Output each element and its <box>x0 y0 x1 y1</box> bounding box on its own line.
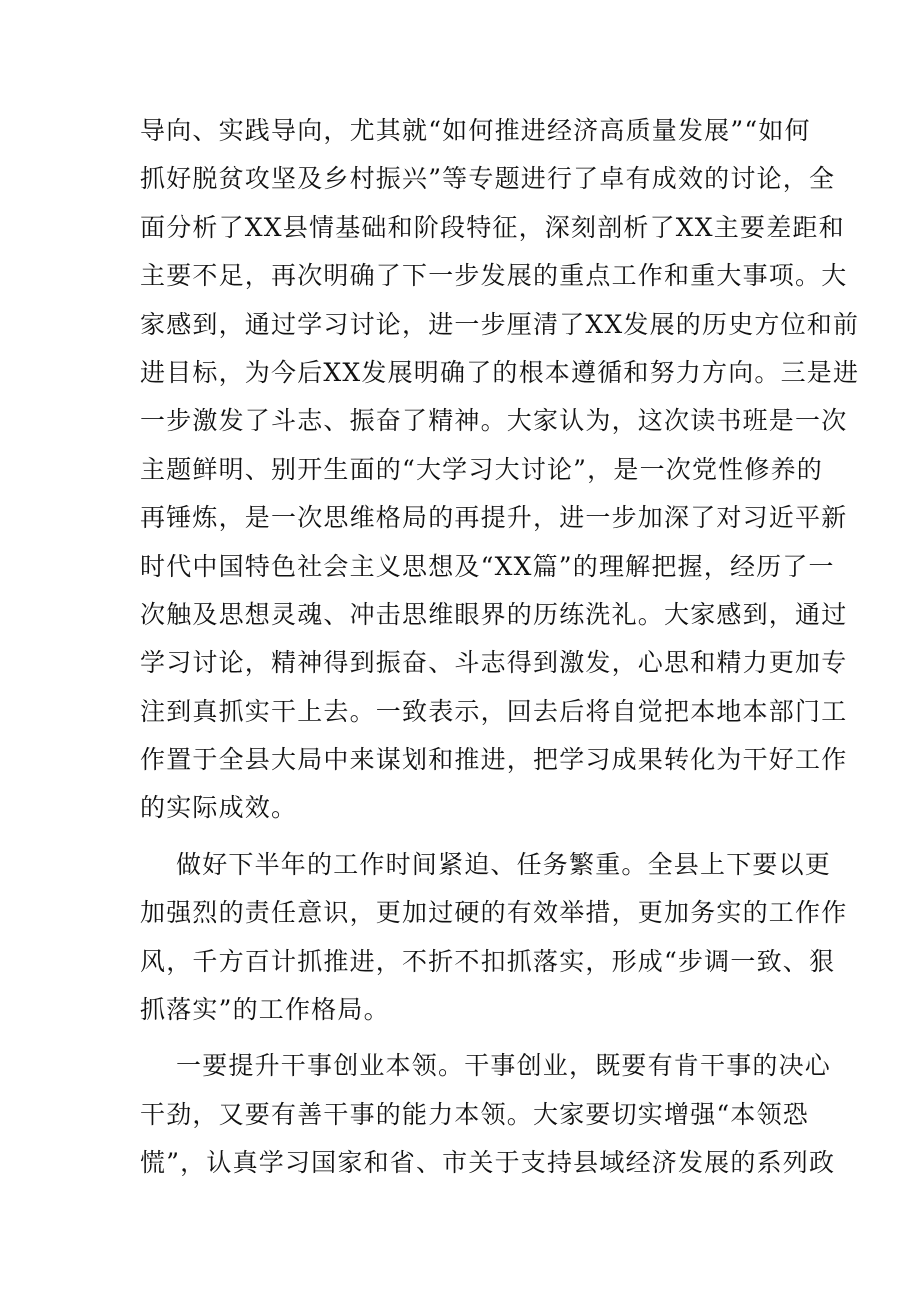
text-line: 加强烈的责任意识，更加过硬的有效举措，更加务实的工作作 <box>140 898 848 928</box>
text-line: 抓落实”的工作格局。 <box>140 995 390 1025</box>
text-line: 主题鲜明、别开生面的“大学习大讨论”，是一次党性修养的 <box>140 454 823 484</box>
text-line: 进目标，为今后XX发展明确了的根本遵循和努力方向。三是进 <box>140 357 860 387</box>
text-line: 风，千方百计抓推进，不折不扣抓落实，形成“步调一致、狠 <box>140 946 836 976</box>
text-line: 面分析了XX县情基础和阶段特征，深刻剖析了XX主要差距和 <box>140 212 845 242</box>
text-line: 的实际成效。 <box>140 793 298 823</box>
paragraph-2 <box>140 841 848 1035</box>
text-line: 一步激发了斗志、振奋了精神。大家认为，这次读书班是一次 <box>140 406 848 436</box>
document-body <box>140 107 860 1188</box>
text-line: 干劲，又要有善干事的能力本领。大家要切实增强“本领恐 <box>140 1099 809 1129</box>
text-line: 导向、实践导向，尤其就“如何推进经济高质量发展”“如何 <box>140 116 811 145</box>
text-line: 学习讨论，精神得到振奋、斗志得到激发，心思和精力更加专 <box>140 648 848 678</box>
text-line: 注到真抓实干上去。一致表示，回去后将自觉把本地本部门工 <box>140 696 848 726</box>
paragraph-3 <box>140 1042 836 1187</box>
text-line: 再锤炼，是一次思维格局的再提升，进一步加深了对习近平新 <box>140 503 848 533</box>
paragraph-1 <box>140 107 860 833</box>
text-line: 家感到，通过学习讨论，进一步厘清了XX发展的历史方位和前 <box>140 309 860 339</box>
text-line: 做好下半年的工作时间紧迫、任务繁重。全县上下要以更 <box>176 849 832 879</box>
text-line: 主要不足，再次明确了下一步发展的重点工作和重大事项。大 <box>140 261 848 291</box>
text-line: 抓好脱贫攻坚及乡村振兴”等专题进行了卓有成效的讨论，全 <box>140 164 836 194</box>
text-line: 慌”，认真学习国家和省、市关于支持县域经济发展的系列政 <box>140 1148 836 1178</box>
text-line: 次触及思想灵魂、冲击思维眼界的历练洗礼。大家感到，通过 <box>140 599 848 629</box>
text-line: 作置于全县大局中来谋划和推进，把学习成果转化为干好工作 <box>140 745 848 775</box>
text-line: 时代中国特色社会主义思想及“XX篇”的理解把握，经历了一 <box>140 551 835 581</box>
text-line: 一要提升干事创业本领。干事创业，既要有肯干事的决心 <box>176 1051 832 1081</box>
